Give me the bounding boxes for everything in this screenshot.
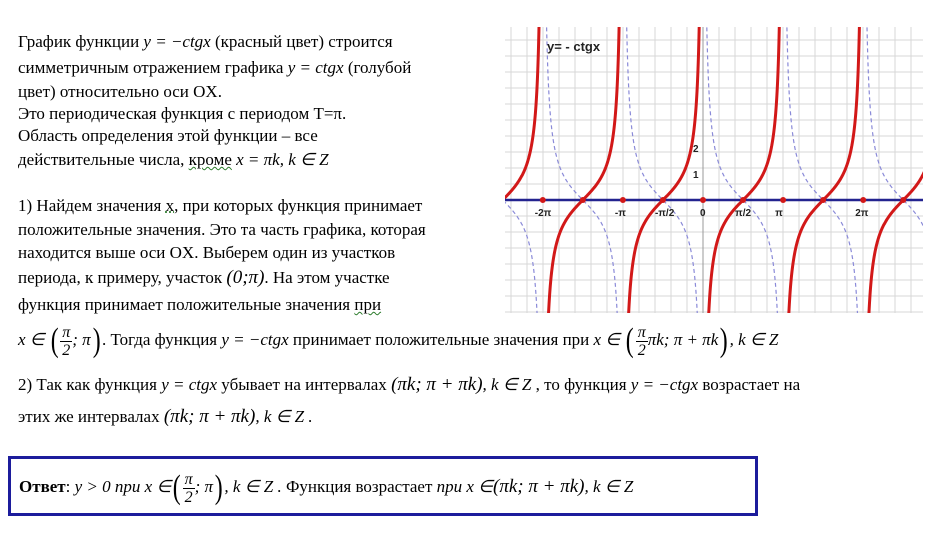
formula: x = πk, k ∈ Z [231,150,329,169]
formula: , k ∈ Z [584,477,634,496]
step1-line-2: положительные значения. Это та часть графика, которая [18,220,426,239]
axis-point [540,197,546,203]
axis-point [860,197,866,203]
formula: (πk; π + πk) [493,476,585,497]
blue-dashed-curves [505,27,923,313]
red-curves [505,27,923,313]
axis-point [900,197,906,203]
text-span: : [65,477,75,496]
frac-num: π [637,323,646,341]
formula: y = −ctgx [630,375,699,394]
formula: , k ∈ Z . [255,407,313,426]
formula: y = −ctgx [143,32,211,51]
answer-line [19,465,633,509]
fraction [636,324,648,359]
step2-line-2 [18,405,313,428]
text-span: (голубой [343,58,412,77]
text-span: убывает на интервалах [217,375,392,394]
neg-ctg-branch [868,27,923,313]
text-span: при [354,295,382,314]
step1-line-6 [18,318,778,362]
grid [505,27,923,313]
x-tick-label: -2π [534,208,552,219]
fraction [60,324,72,359]
frac-den: 2 [62,341,71,359]
formula: , k ∈ Z . [224,477,282,496]
text-span: (красный цвет) строится [210,32,393,51]
text-span: График функции [18,32,144,51]
paren-left: ( [172,469,181,507]
fraction [183,471,195,506]
text-span: принимает положительные значения при [288,330,594,349]
formula: (πk; π + πk) [391,374,483,395]
intro-line-3: цвет) относительно оси OX. [18,82,222,101]
axis-point [740,197,746,203]
formula: при [110,477,145,496]
x-tick-label: -π/2 [654,208,675,219]
frac-num: π [184,470,193,488]
formula: , k ∈ Z [482,375,532,394]
formula: y > 0 [74,477,111,496]
text-span: периода, к примеру, участок [18,268,227,287]
frac-den: 2 [637,341,646,359]
axis-point [660,197,666,203]
axis-point [620,197,626,203]
frac-den: 2 [184,488,193,506]
text-span: х [165,196,175,215]
intro-line-2 [18,56,411,79]
formula: x ∈ [18,330,45,349]
formula: y = ctgx [287,58,344,77]
text-span: действительные числа, [18,150,189,169]
y-tick-label: 1 [693,170,699,181]
text-span: симметричным отражением графика [18,58,288,77]
paren-right: ) [92,322,101,360]
x-tick-label: π/2 [735,208,752,219]
text-span: . На этом участке [264,268,390,287]
axis-point [580,197,586,203]
cotangent-graph [505,27,923,313]
axis-point [780,197,786,203]
text-span: 2) Так как функция [18,375,162,394]
formula: x ∈ [593,330,621,349]
axis-point [700,197,706,203]
step2-line-1 [18,373,800,396]
formula: , k ∈ Z [729,330,779,349]
x-tick-label: π [775,208,783,219]
intro-line-1 [18,30,393,53]
text-span: 1) Найдем значения [18,196,166,215]
step1-line-3: находится выше оси OX. Выберем один из участков [18,243,396,262]
paren-left: ( [626,322,635,360]
formula: при [436,477,467,496]
formula: (0;π) [226,267,265,288]
text-span: возрастает на [698,375,801,394]
formula: ; π [194,477,214,496]
text-span: , то функция [531,375,631,394]
text-span: этих же интервалах [18,407,164,426]
text-span: , при которых функция принимает [174,196,423,215]
step1-line-5 [18,293,381,316]
text-span: функция принимает положительные значения [18,295,355,314]
formula: x ∈ [144,477,172,496]
text-span: Функция возрастает [281,477,437,496]
text-span: . Тогда функция [101,330,222,349]
tick-labels [535,144,869,219]
formula: y = ctgx [161,375,218,394]
intro-line-4: Это периодическая функция с периодом Т=π. [18,104,347,123]
formula: (πk; π + πk) [163,406,256,427]
formula: x ∈ [466,477,493,496]
text-span: кроме [188,150,232,169]
paren-right: ) [214,469,223,507]
x-tick-label: 2π [855,208,869,219]
graph-label: y= - ctgx [547,39,601,54]
step1-line-1 [18,194,422,217]
frac-num: π [62,323,71,341]
ctg-branch [505,27,538,313]
paren-right: ) [719,322,728,360]
y-tick-label: 2 [693,144,699,155]
paren-left: ( [50,322,59,360]
axis-point [820,197,826,203]
answer-box [8,456,758,516]
answer-label: Ответ [19,477,66,496]
x-tick-label: 0 [700,208,706,219]
formula: y = −ctgx [221,330,289,349]
intro-line-5: Область определения этой функции – все [18,126,318,145]
x-tick-label: -π [614,208,626,219]
step1-line-4 [18,266,390,289]
formula: ; π [72,330,91,349]
intro-line-6 [18,148,329,171]
formula: πk; π + πk [647,330,719,349]
